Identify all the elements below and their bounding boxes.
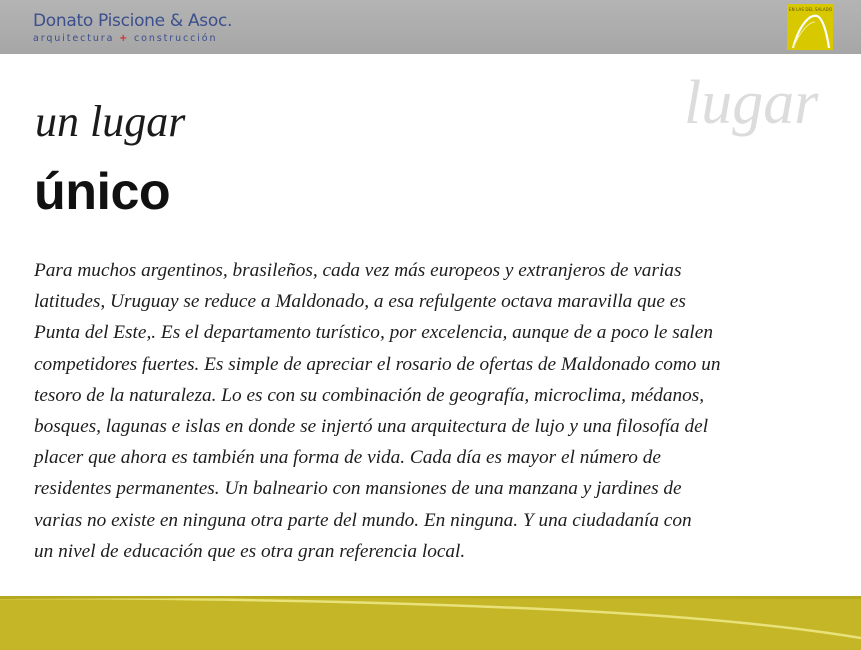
body-line: Para muchos argentinos, brasileños, cada vez más europeos y extranjeros de varias [34,260,682,281]
header-band [0,0,861,54]
project-logo [787,4,833,50]
body-line: bosques, lagunas e islas en donde se injertó una arquitectura de lujo y una filosofía del [34,416,709,438]
footer-swoosh [0,596,861,650]
title-line-2: único [34,163,171,221]
body-paragraph [34,255,834,567]
brand-name: Donato Piscione & Asoc. [33,11,233,31]
watermark-word: lugar [684,69,819,137]
brand-tagline-left: arquitectura [33,33,120,44]
body-line: Punta del Este,. Es el departamento turístico, por excelencia, aunque de a poco le salen [34,322,713,344]
body-line: placer que ahora es también una forma de vida. Cada día es mayor el número de [34,447,661,469]
footer-band [0,596,861,650]
title-line-1: un lugar [35,97,186,146]
logo-caption: EN LAS DEL SALADO [789,7,833,12]
body-line: tesoro de la naturaleza. Lo es con su combinación de geografía, microclima, médanos, [34,384,705,406]
body-line: varias no existe en ninguna otra parte del mundo. En ninguna. Y una ciudadanía con [34,509,692,531]
brand-plus: + [119,33,130,44]
body-line: latitudes, Uruguay se reduce a Maldonado, a esa refulgente octava maravilla que es [34,291,686,313]
body-line: un nivel de educación que es otra gran referencia local. [34,540,466,562]
body-line: competidores fuertes. Es simple de apreciar el rosario de ofertas de Maldonado como un [34,353,721,375]
brand-tagline [33,33,217,44]
body-line: residentes permanentes. Un balneario con mansiones de una manzana y jardines de [34,478,682,500]
brand-tagline-right: construcción [129,33,218,44]
